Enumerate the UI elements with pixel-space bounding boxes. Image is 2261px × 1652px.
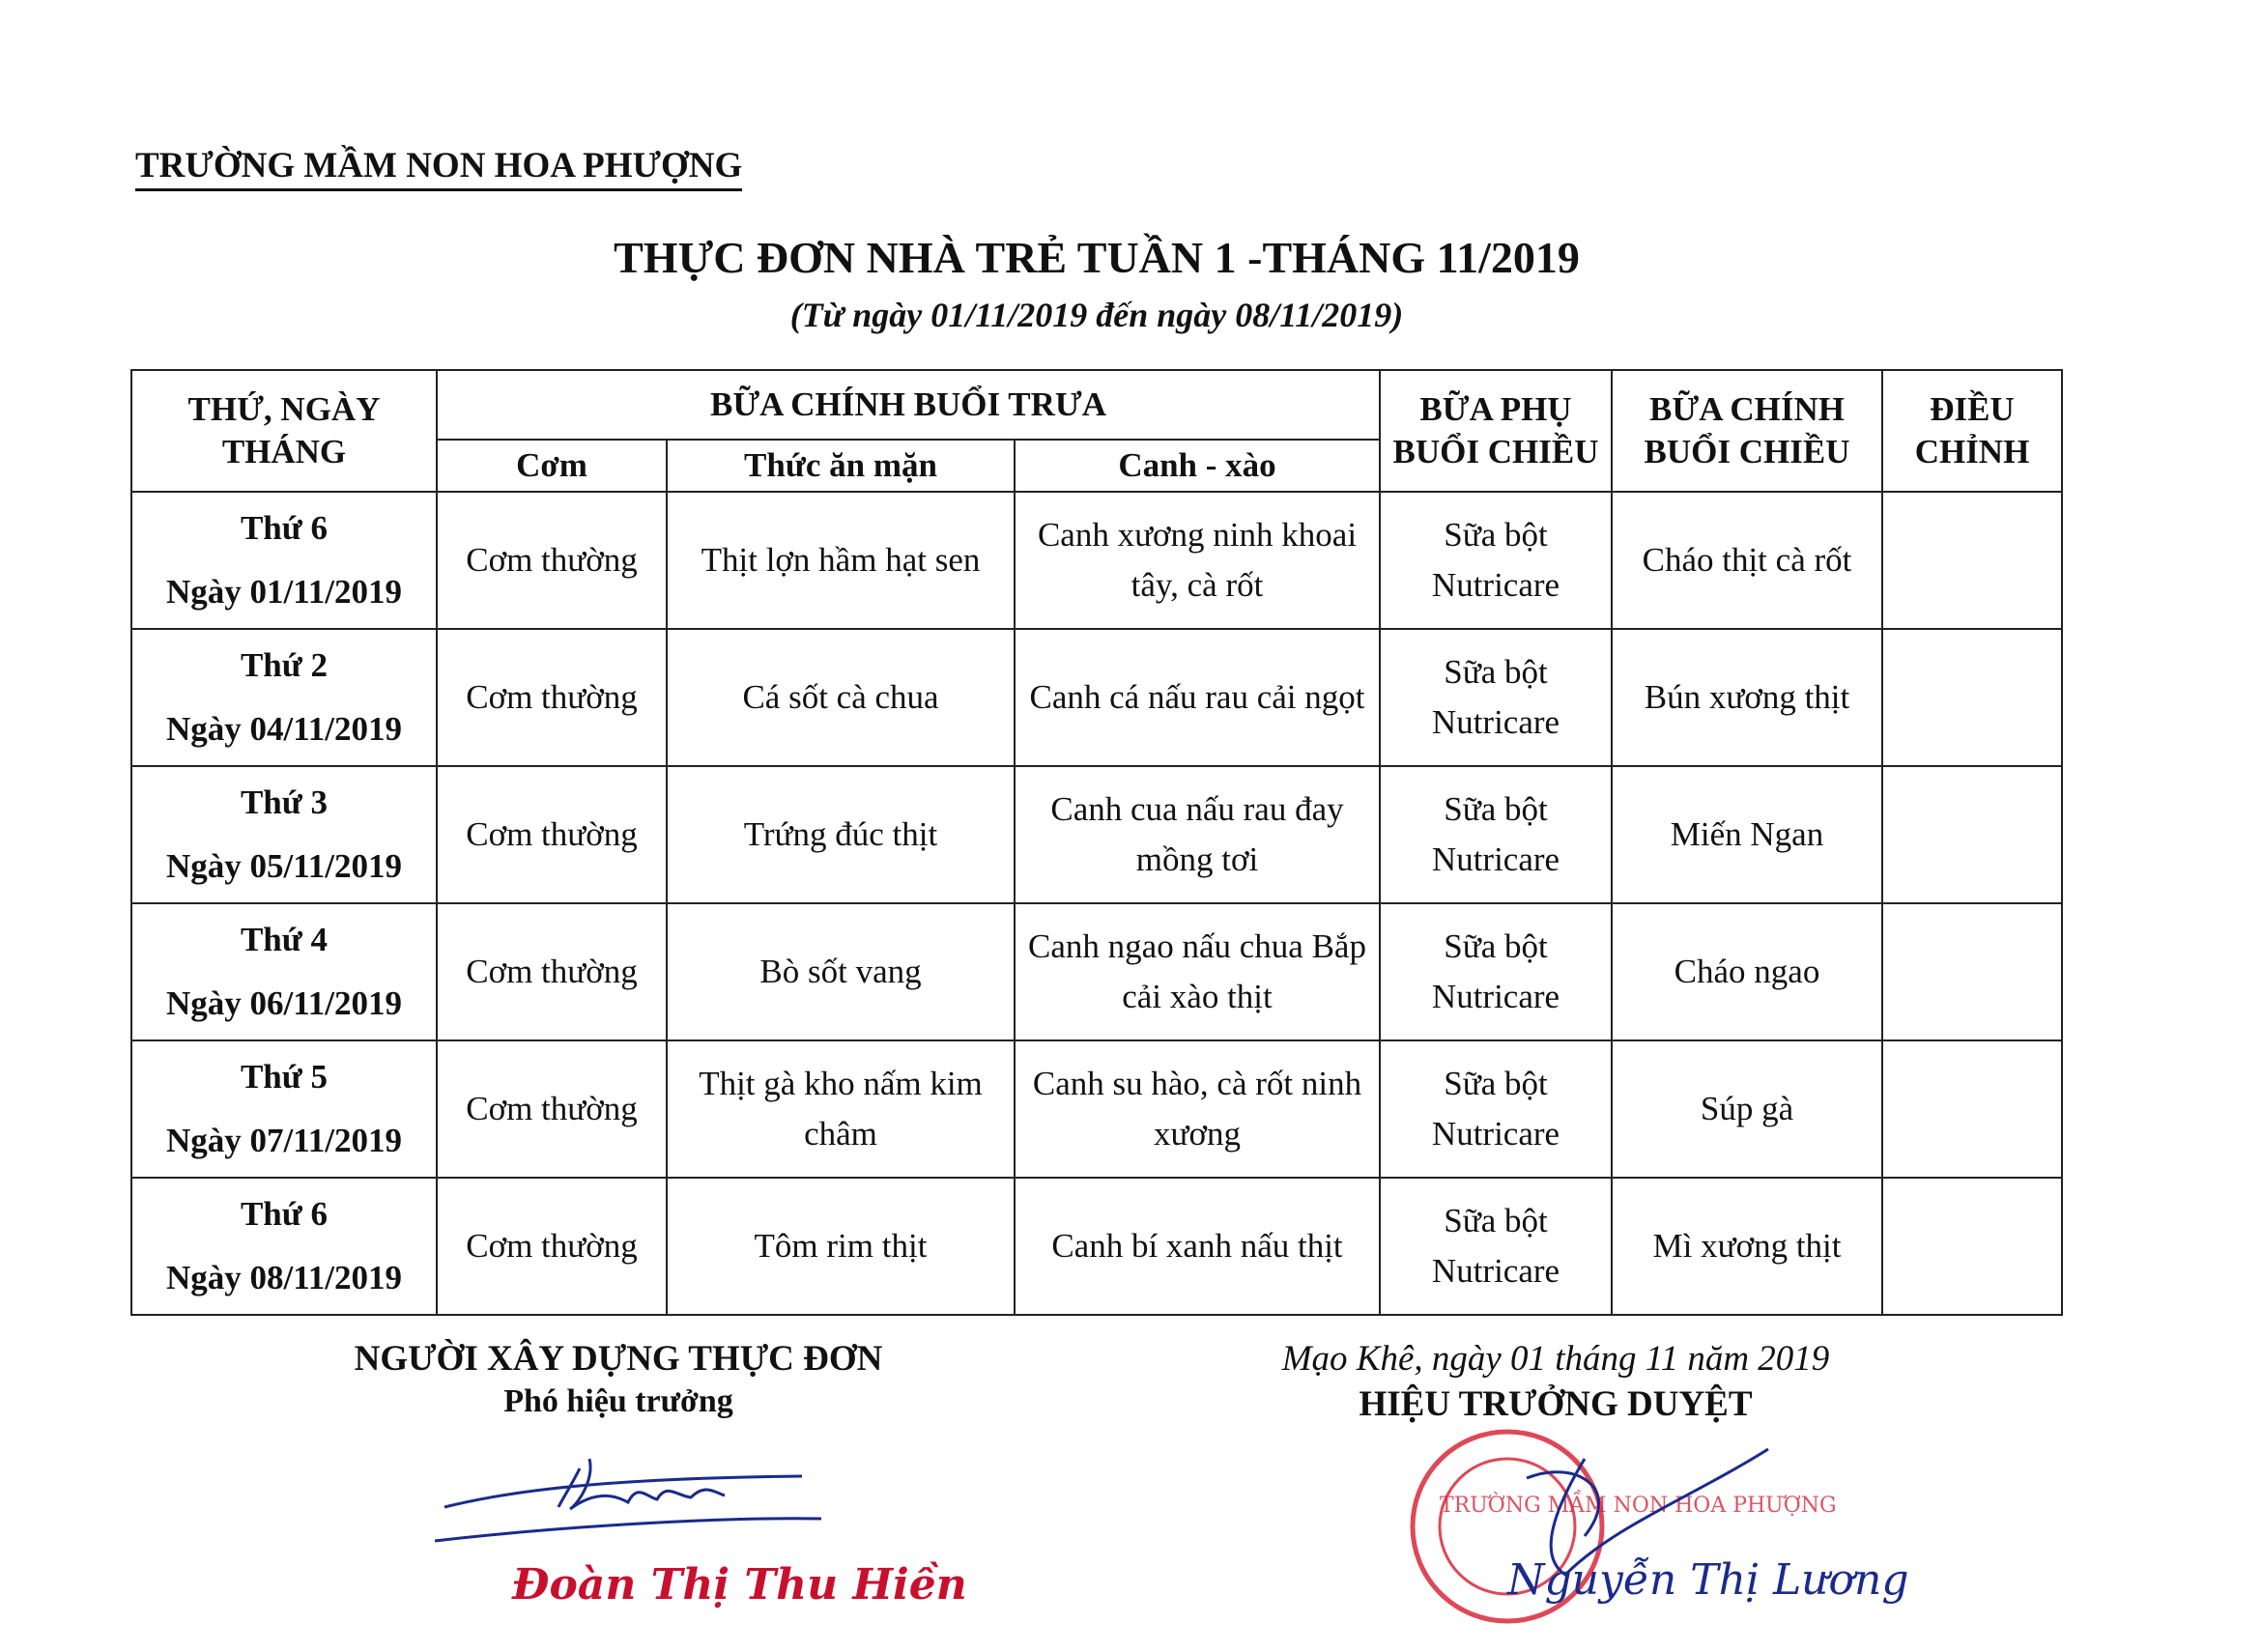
weekday: Thứ 5 xyxy=(240,1058,329,1096)
dinner-cell: Súp gà xyxy=(1612,1040,1882,1178)
adjust-cell xyxy=(1882,766,2062,903)
dinner-cell: Miến Ngan xyxy=(1612,766,1882,903)
day-cell xyxy=(131,629,437,766)
rice-cell: Cơm thường xyxy=(437,629,667,766)
dinner-cell: Bún xương thịt xyxy=(1612,629,1882,766)
date: Ngày 05/11/2019 xyxy=(165,847,403,885)
place-date: Mạo Khê, ngày 01 tháng 11 năm 2019 xyxy=(1281,1339,1830,1379)
principal-approval-title: HIỆU TRƯỞNG DUYỆT xyxy=(1359,1384,1753,1424)
snack-cell: Sữa bột Nutricare xyxy=(1380,766,1612,903)
soup-cell: Canh cá nấu rau cải ngọt xyxy=(1015,629,1380,766)
adjust-cell xyxy=(1882,629,2062,766)
school-name: TRƯỜNG MẦM NON HOA PHƯỢNG xyxy=(135,145,742,191)
weekday: Thứ 3 xyxy=(240,783,329,821)
snack-cell: Sữa bột Nutricare xyxy=(1380,492,1612,629)
salty-cell: Trứng đúc thịt xyxy=(667,766,1015,903)
weekday: Thứ 2 xyxy=(240,646,329,684)
header-dinner: BỮA CHÍNH BUỔI CHIỀU xyxy=(1612,370,1882,492)
left-signature-icon xyxy=(435,1449,841,1652)
date: Ngày 07/11/2019 xyxy=(165,1122,403,1159)
weekday: Thứ 4 xyxy=(240,921,329,958)
header-soup: Canh - xào xyxy=(1015,440,1380,492)
header-day: THỨ, NGÀY THÁNG xyxy=(131,370,437,492)
stamp-text: TRƯỜNG MẦM NON HOA PHƯỢNG xyxy=(1440,1494,1837,1518)
soup-cell: Canh ngao nấu chua Bắp cải xào thịt xyxy=(1015,903,1380,1040)
header-rice: Cơm xyxy=(437,440,667,492)
table-header-row xyxy=(131,370,2062,440)
weekday: Thứ 6 xyxy=(240,1195,329,1233)
menu-author-role: Phó hiệu trưởng xyxy=(503,1383,733,1419)
adjust-cell xyxy=(1882,1040,2062,1178)
snack-cell: Sữa bột Nutricare xyxy=(1380,903,1612,1040)
soup-cell: Canh cua nấu rau đay mồng tơi xyxy=(1015,766,1380,903)
day-cell xyxy=(131,1178,437,1315)
header-adjust: ĐIỀU CHỈNH xyxy=(1882,370,2062,492)
dinner-cell: Cháo ngao xyxy=(1612,903,1882,1040)
table-row xyxy=(131,629,2062,766)
table-row xyxy=(131,766,2062,903)
header-snack: BỮA PHỤ BUỔI CHIỀU xyxy=(1380,370,1612,492)
date: Ngày 06/11/2019 xyxy=(165,984,403,1022)
header-salty: Thức ăn mặn xyxy=(667,440,1015,492)
date: Ngày 04/11/2019 xyxy=(165,710,403,748)
rice-cell: Cơm thường xyxy=(437,766,667,903)
salty-cell: Tôm rim thịt xyxy=(667,1178,1015,1315)
snack-cell: Sữa bột Nutricare xyxy=(1380,629,1612,766)
soup-cell: Canh su hào, cà rốt ninh xương xyxy=(1015,1040,1380,1178)
snack-cell: Sữa bột Nutricare xyxy=(1380,1178,1612,1315)
table-row xyxy=(131,1040,2062,1178)
table-row xyxy=(131,1178,2062,1315)
soup-cell: Canh bí xanh nấu thịt xyxy=(1015,1178,1380,1315)
rice-cell: Cơm thường xyxy=(437,1040,667,1178)
date: Ngày 01/11/2019 xyxy=(165,573,403,611)
day-cell xyxy=(131,492,437,629)
day-cell xyxy=(131,1040,437,1178)
salty-cell: Bò sốt vang xyxy=(667,903,1015,1040)
rice-cell: Cơm thường xyxy=(437,492,667,629)
menu-table xyxy=(130,369,2063,1316)
table-row xyxy=(131,492,2062,629)
document-title: THỰC ĐƠN NHÀ TRẺ TUẦN 1 -THÁNG 11/2019 xyxy=(614,233,1580,282)
day-cell xyxy=(131,903,437,1040)
header-lunch: BỮA CHÍNH BUỔI TRƯA xyxy=(437,370,1380,440)
menu-author-title: NGƯỜI XÂY DỰNG THỰC ĐƠN xyxy=(354,1339,883,1379)
adjust-cell xyxy=(1882,492,2062,629)
table-row xyxy=(131,903,2062,1040)
adjust-cell xyxy=(1882,903,2062,1040)
dinner-cell: Mì xương thịt xyxy=(1612,1178,1882,1315)
salty-cell: Cá sốt cà chua xyxy=(667,629,1015,766)
right-signer-name: Nguyễn Thị Lương xyxy=(1507,1555,1909,1605)
adjust-cell xyxy=(1882,1178,2062,1315)
weekday: Thứ 6 xyxy=(240,509,329,547)
day-cell xyxy=(131,766,437,903)
date: Ngày 08/11/2019 xyxy=(165,1259,403,1296)
rice-cell: Cơm thường xyxy=(437,903,667,1040)
rice-cell: Cơm thường xyxy=(437,1178,667,1315)
left-signer-name: Đoàn Thị Thu Hiền xyxy=(512,1560,967,1609)
soup-cell: Canh xương ninh khoai tây, cà rốt xyxy=(1015,492,1380,629)
salty-cell: Thịt gà kho nấm kim châm xyxy=(667,1040,1015,1178)
salty-cell: Thịt lợn hầm hạt sen xyxy=(667,492,1015,629)
document-subtitle: (Từ ngày 01/11/2019 đến ngày 08/11/2019) xyxy=(789,296,1404,334)
snack-cell: Sữa bột Nutricare xyxy=(1380,1040,1612,1178)
dinner-cell: Cháo thịt cà rốt xyxy=(1612,492,1882,629)
